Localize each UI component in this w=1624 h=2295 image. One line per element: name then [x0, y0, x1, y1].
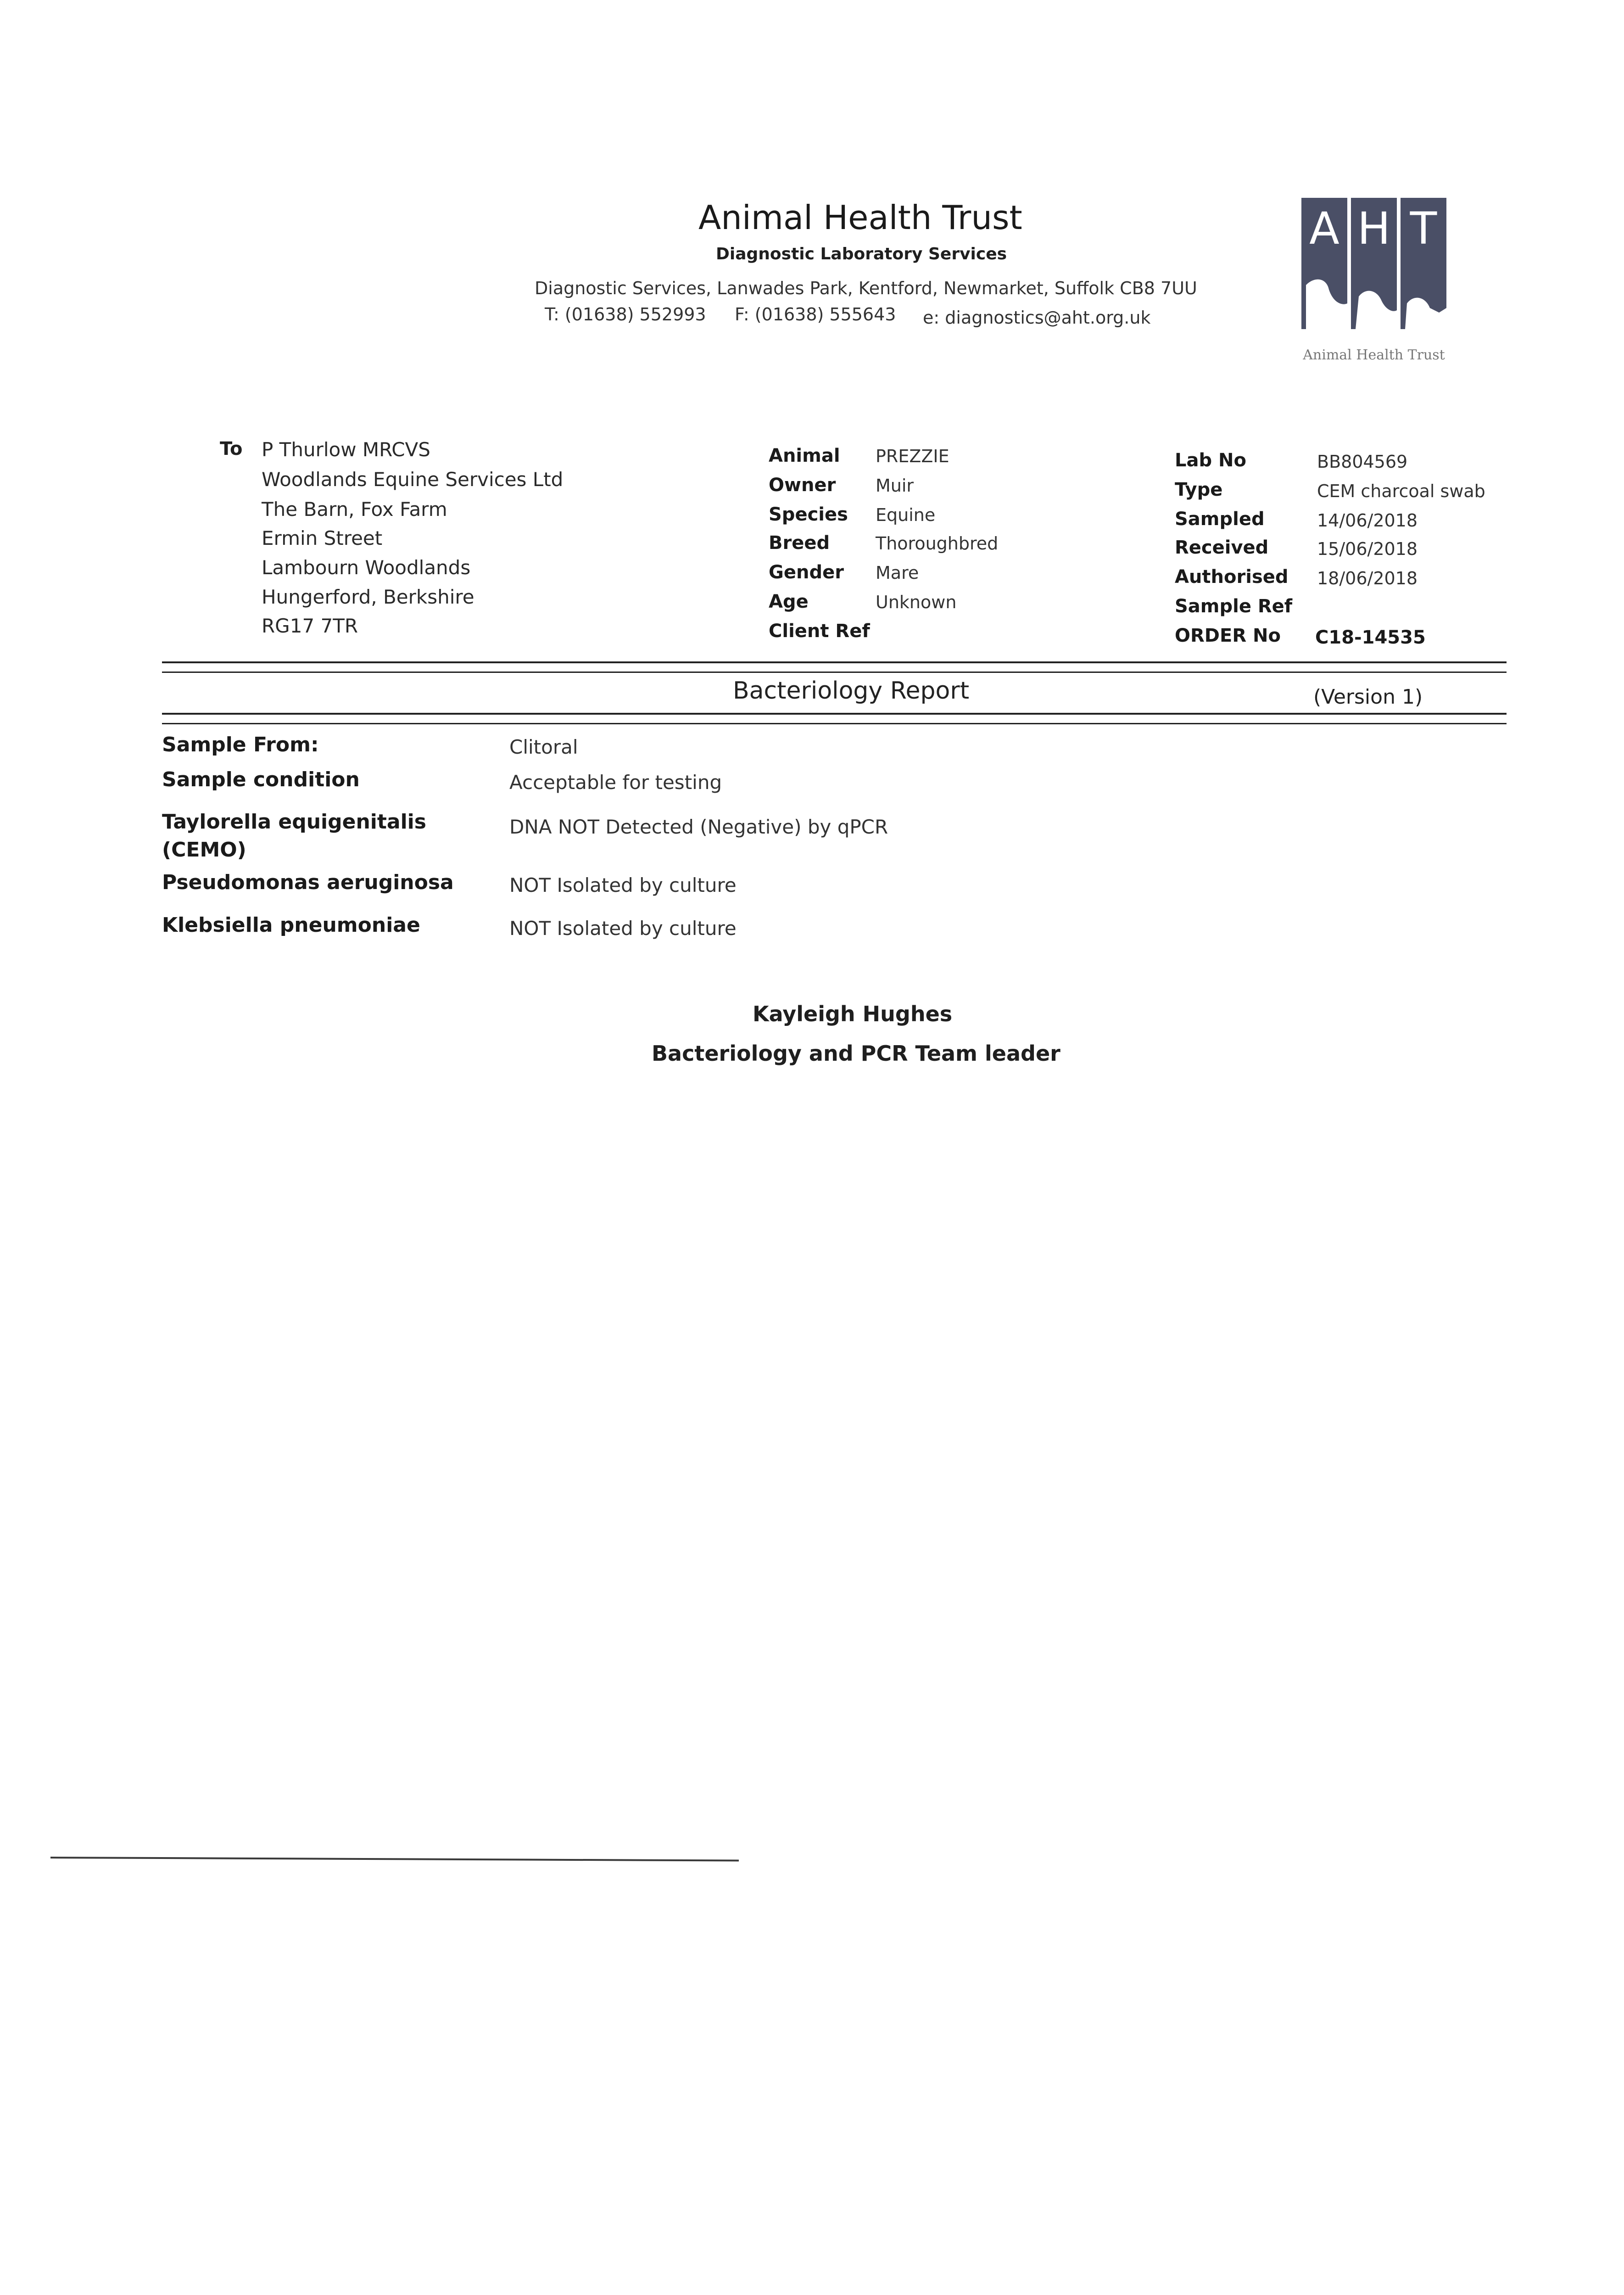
- recipient-line: P Thurlow MRCVS: [262, 438, 430, 461]
- result-value: NOT Isolated by culture: [509, 874, 737, 896]
- divider-top-thin: [162, 672, 1507, 673]
- org-fax: F: (01638) 555643: [735, 304, 896, 325]
- divider-top: [162, 661, 1507, 663]
- age-label: Age: [769, 591, 809, 612]
- report-title: Bacteriology Report: [733, 677, 970, 705]
- client-ref-label: Client Ref: [769, 621, 870, 642]
- authorised-value: 18/06/2018: [1317, 568, 1418, 588]
- org-name: Animal Health Trust: [698, 198, 1022, 237]
- aht-logo: [1301, 198, 1446, 329]
- order-no-value: C18-14535: [1315, 627, 1426, 648]
- recipient-line: Hungerford, Berkshire: [262, 586, 474, 608]
- species-value: Equine: [876, 505, 936, 525]
- type-label: Type: [1175, 479, 1223, 500]
- recipient-line: The Barn, Fox Farm: [262, 498, 447, 521]
- to-label: To: [220, 438, 243, 459]
- breed-label: Breed: [769, 532, 830, 554]
- sample-ref-label: Sample Ref: [1175, 596, 1293, 617]
- gender-value: Mare: [876, 563, 919, 583]
- logo-letter-a: A: [1309, 203, 1339, 254]
- type-value: CEM charcoal swab: [1317, 481, 1485, 501]
- age-value: Unknown: [876, 592, 957, 612]
- org-address: Diagnostic Services, Lanwades Park, Kentford, Newmarket, Suffolk CB8 7UU: [535, 278, 1197, 298]
- recipient-line: RG17 7TR: [262, 615, 358, 637]
- divider-bottom-thin: [162, 723, 1507, 724]
- aht-logo-graphic: [1301, 198, 1446, 329]
- result-value: Clitoral: [509, 736, 578, 758]
- received-value: 15/06/2018: [1317, 539, 1418, 559]
- logo-letter-t: T: [1410, 203, 1437, 254]
- result-label-sub: (CEMO): [162, 838, 246, 862]
- report-version: (Version 1): [1313, 685, 1423, 709]
- animal-label: Animal: [769, 445, 840, 466]
- result-value: Acceptable for testing: [509, 771, 722, 794]
- lab-no-value: BB804569: [1317, 452, 1408, 472]
- sampled-value: 14/06/2018: [1317, 510, 1418, 531]
- recipient-line: Woodlands Equine Services Ltd: [262, 468, 564, 491]
- result-label: Taylorella equigenitalis: [162, 810, 426, 834]
- lab-no-label: Lab No: [1175, 450, 1246, 471]
- species-label: Species: [769, 504, 848, 525]
- owner-value: Muir: [876, 476, 914, 496]
- sampled-label: Sampled: [1175, 509, 1265, 530]
- breed-value: Thoroughbred: [876, 533, 999, 554]
- gender-label: Gender: [769, 562, 844, 583]
- result-label: Sample condition: [162, 768, 360, 791]
- recipient-line: Ermin Street: [262, 527, 383, 549]
- signatory-role: Bacteriology and PCR Team leader: [652, 1041, 1060, 1066]
- recipient-line: Lambourn Woodlands: [262, 556, 471, 579]
- scan-line: [50, 1857, 739, 1862]
- logo-caption: Animal Health Trust: [1303, 347, 1445, 363]
- authorised-label: Authorised: [1175, 566, 1289, 588]
- result-value: DNA NOT Detected (Negative) by qPCR: [509, 816, 888, 838]
- org-phone: T: (01638) 552993: [545, 304, 706, 325]
- signatory-name: Kayleigh Hughes: [753, 1002, 953, 1026]
- received-label: Received: [1175, 537, 1269, 558]
- result-value: NOT Isolated by culture: [509, 917, 737, 940]
- org-email: e: diagnostics@aht.org.uk: [923, 308, 1151, 328]
- result-label: Pseudomonas aeruginosa: [162, 871, 454, 894]
- result-label: Sample From:: [162, 733, 319, 756]
- result-label: Klebsiella pneumoniae: [162, 913, 420, 937]
- owner-label: Owner: [769, 475, 836, 496]
- order-no-label: ORDER No: [1175, 625, 1281, 646]
- org-subtitle: Diagnostic Laboratory Services: [716, 245, 1007, 263]
- logo-letter-h: H: [1357, 203, 1391, 254]
- animal-value: PREZZIE: [876, 446, 949, 466]
- divider-bottom: [162, 713, 1507, 715]
